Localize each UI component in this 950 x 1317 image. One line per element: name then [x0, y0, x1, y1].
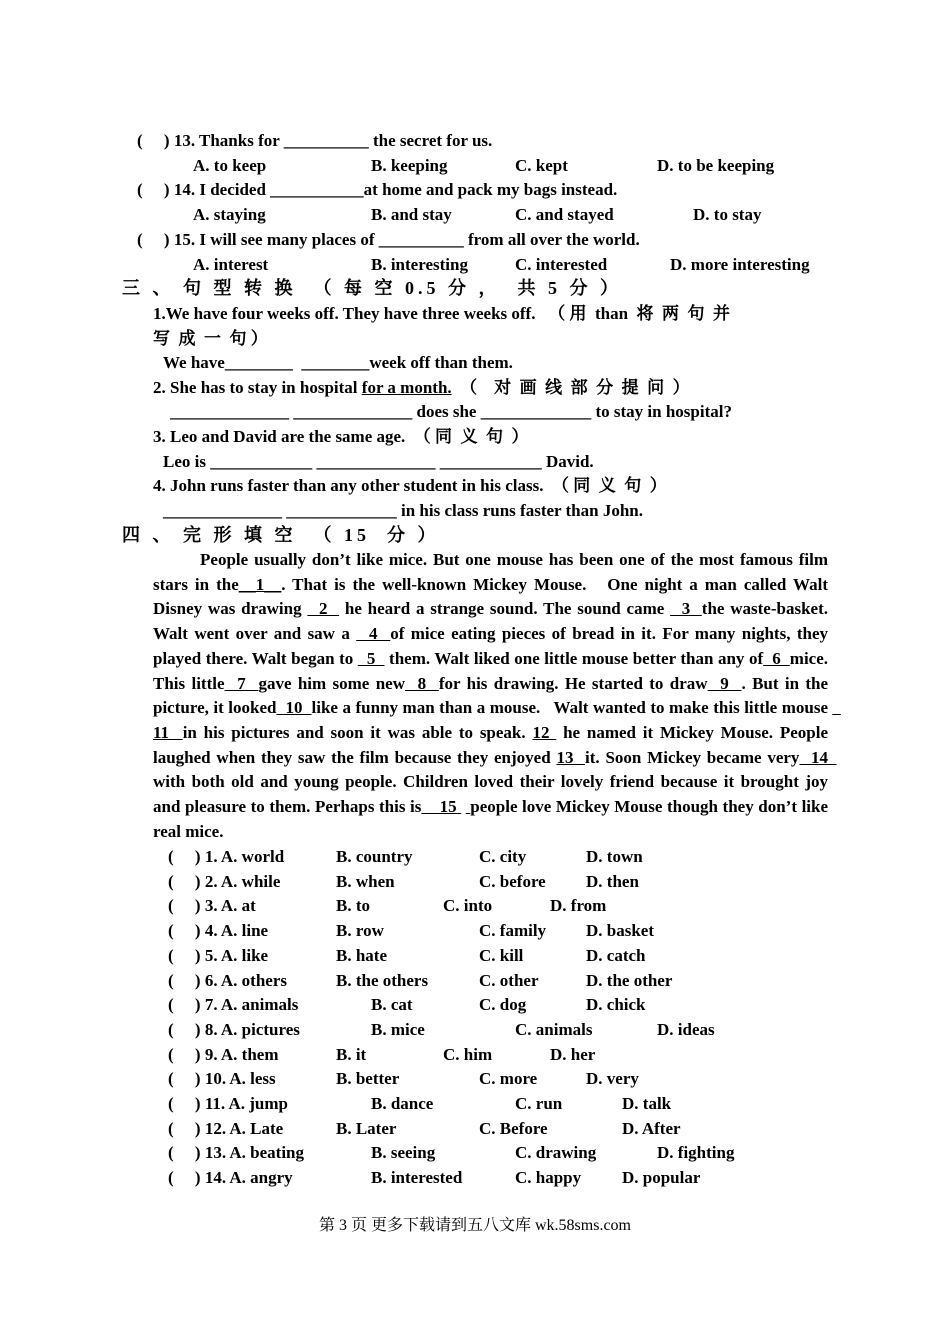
s3-q2-answer: ______________ ______________ does she _____________ to stay in hospital? [170, 402, 732, 421]
blank-number: 3 [670, 599, 702, 619]
passage-text: gave him some new [258, 673, 405, 693]
blank-number: 11 [153, 698, 841, 742]
s3-q4: 4. John runs faster than any other student in his class. （ 同 义 句 ） [153, 476, 667, 495]
cloze-question-12-option: C. Before [479, 1118, 548, 1138]
passage-text: the waste-basket. Walt went over and saw a [153, 599, 832, 644]
passage-text: for his drawing. He started to draw [438, 673, 708, 693]
cloze-question-5-option: C. kill [479, 945, 524, 965]
cloze-question-2-option: B. when [336, 871, 395, 891]
mc-14-option-a: A. staying [193, 205, 266, 224]
section3-heading: 三 、 句 型 转 换 （ 每 空 0.5 分 ， 共 5 分 ） [122, 278, 622, 298]
cloze-question-13: ( ) 13. A. beating [168, 1143, 304, 1163]
passage-text: in his pictures and soon it was able to speak. [182, 722, 533, 742]
cloze-question-10-option: D. very [586, 1069, 639, 1089]
cloze-question-7-option: D. chick [586, 995, 646, 1015]
cloze-question-11-option: C. run [515, 1094, 563, 1113]
mc-15-stem: ( ) 15. I will see many places of __________ from all over the world. [137, 230, 640, 249]
cloze-question-6-option: D. the other [586, 970, 673, 990]
cloze-passage [153, 548, 841, 844]
passage-text: People usually don’t like mice. But one mouse has been one of the most famous film stars in the [153, 550, 833, 594]
cloze-question-7-option: C. dog [479, 995, 527, 1015]
cloze-question-5-option: B. hate [336, 945, 387, 965]
blank-number: 13 [556, 747, 586, 767]
cloze-question-6-option: B. the others [336, 970, 429, 990]
s3-q2-underlined: for a month. [361, 378, 452, 397]
cloze-question-14: ( ) 14. A. angry [168, 1168, 293, 1188]
s3-q2: 2. She has to stay in hospital for a month. （ 对 画 线 部 分 提 问 ） [153, 378, 690, 397]
mc-15-option-d: D. more interesting [670, 255, 810, 274]
cloze-question-9-option: C. him [443, 1044, 493, 1064]
passage-text: mice. This little [153, 648, 832, 693]
mc-15-option-a: A. interest [193, 255, 269, 274]
passage-text: he named it Mickey Mouse. People laughed when they saw the film because they enjoyed [153, 722, 833, 767]
cloze-question-10: ( ) 10. A. less [168, 1069, 276, 1089]
s3-q3: 3. Leo and David are the same age. （ 同 义 句 ） [153, 427, 529, 446]
cloze-question-4: ( ) 4. A. line [168, 921, 269, 941]
passage-text: . But in the picture, it looked [153, 673, 833, 718]
cloze-question-9-option: B. it [336, 1044, 367, 1064]
cloze-question-4-option: C. family [479, 921, 547, 941]
cloze-question-12-option: B. Later [336, 1118, 397, 1138]
blank-number: 15 [421, 797, 462, 817]
cloze-question-11-option: B. dance [371, 1094, 434, 1113]
cloze-question-1-option: D. town [586, 847, 643, 866]
cloze-question-8-option: B. mice [371, 1019, 425, 1039]
cloze-question-14-option: C. happy [515, 1168, 582, 1188]
cloze-question-10-option: B. better [336, 1069, 400, 1089]
passage-text: it. Soon Mickey became very [585, 747, 800, 767]
mc-13-option-d: D. to be keeping [657, 156, 775, 175]
s3-q3-answer: Leo is ____________ ______________ ____________ David. [163, 452, 594, 471]
cloze-question-5-option: D. catch [586, 945, 646, 965]
blank-number: 2 [307, 599, 340, 619]
cloze-question-13-option: B. seeing [371, 1143, 436, 1163]
cloze-question-14-option: D. popular [622, 1168, 701, 1188]
s3-q4-answer: ______________ _____________ in his class runs faster than John. [163, 501, 643, 520]
passage-text: he heard a strange sound. The sound came [339, 599, 671, 619]
blank-number: 12 [532, 722, 557, 742]
passage-text: them. Walt liked one little mouse better than any of [384, 648, 764, 668]
section4-heading: 四 、 完 形 填 空 （ 15 分 ） [122, 525, 440, 545]
cloze-question-5: ( ) 5. A. like [168, 945, 269, 965]
s3-q1-answer: We have________ ________week off than them. [163, 353, 513, 372]
blank-number: __1__ [238, 574, 282, 594]
cloze-question-2: ( ) 2. A. while [168, 871, 281, 891]
cloze-question-8-option: D. ideas [657, 1019, 715, 1039]
cloze-question-1-option: C. city [479, 847, 527, 866]
blank-number: 7 [224, 673, 259, 693]
cloze-question-13-option: D. fighting [657, 1143, 735, 1163]
passage-text: with both old and young people. Children loved their lovely friend because it brought joy and pleasure to them. Perhaps this is [153, 772, 833, 817]
mc-13-stem: ( ) 13. Thanks for __________ the secret for us. [137, 131, 493, 150]
cloze-question-9: ( ) 9. A. them [168, 1044, 279, 1064]
mc-14-stem: ( ) 14. I decided ___________at home and pack my bags instead. [137, 180, 618, 199]
cloze-question-12: ( ) 12. A. Late [168, 1118, 284, 1138]
cloze-question-10-option: C. more [479, 1069, 538, 1089]
blank-number: 6 [763, 648, 790, 668]
blank-number: 4 [356, 624, 391, 644]
blank-number: 5 [357, 648, 385, 668]
cloze-question-8-option: C. animals [515, 1019, 593, 1039]
cloze-question-4-option: D. basket [586, 921, 655, 941]
cloze-question-4-option: B. row [336, 921, 384, 941]
cloze-question-2-option: C. before [479, 871, 546, 891]
cloze-question-1: ( ) 1. A. world [168, 847, 285, 866]
cloze-question-7: ( ) 7. A. animals [168, 995, 299, 1015]
cloze-question-12-option: D. After [622, 1118, 681, 1138]
cloze-question-3: ( ) 3. A. at [168, 896, 256, 916]
mc-14-option-c: C. and stayed [515, 205, 614, 224]
blank-number: 8 [404, 673, 439, 693]
cloze-question-9-option: D. her [550, 1044, 596, 1064]
cloze-question-2-option: D. then [586, 871, 639, 891]
blank-number: 9 [707, 673, 742, 693]
cloze-question-3-option: C. into [443, 896, 493, 916]
cloze-question-7-option: B. cat [371, 995, 413, 1015]
cloze-question-3-option: B. to [336, 896, 370, 916]
mc-15-option-b: B. interesting [371, 255, 468, 274]
mc-14-option-d: D. to stay [693, 205, 762, 224]
passage-text: . That is the well-known Mickey Mouse. One night a man called Walt Disney was drawing [153, 574, 833, 619]
blank-number: 10 [276, 698, 312, 718]
cloze-question-11-option: D. talk [622, 1094, 672, 1113]
mc-14-option-b: B. and stay [371, 205, 452, 224]
mc-13-option-c: C. kept [515, 156, 568, 175]
mc-13-option-b: B. keeping [371, 156, 448, 175]
passage-text: like a funny man than a mouse. Walt wanted to make this little mouse [311, 698, 833, 718]
cloze-question-3-option: D. from [550, 896, 607, 916]
cloze-question-13-option: C. drawing [515, 1143, 597, 1163]
passage-text: people love Mickey Mouse though they don’t like real mice. [153, 797, 833, 841]
cloze-question-1-option: B. country [336, 847, 413, 866]
cloze-question-8: ( ) 8. A. pictures [168, 1019, 300, 1039]
passage-text: of mice eating pieces of bread in it. For many nights, they played there. Walt began to [153, 624, 833, 668]
cloze-question-6-option: C. other [479, 970, 539, 990]
s3-q1: 1.We have four weeks off. They have three weeks off. （ 用 than 将 两 句 并 [153, 304, 731, 323]
cloze-question-6: ( ) 6. A. others [168, 970, 287, 990]
cloze-question-11: ( ) 11. A. jump [168, 1094, 288, 1113]
s3-q1-continued: 写 成 一 句 ） [153, 329, 268, 348]
blank-number: 14 [799, 747, 837, 767]
mc-15-option-c: C. interested [515, 255, 608, 274]
page-footer: 第 3 页 更多下载请到五八文库 wk.58sms.com [318, 1217, 631, 1234]
mc-13-option-a: A. to keep [193, 156, 267, 175]
cloze-question-14-option: B. interested [371, 1168, 463, 1188]
